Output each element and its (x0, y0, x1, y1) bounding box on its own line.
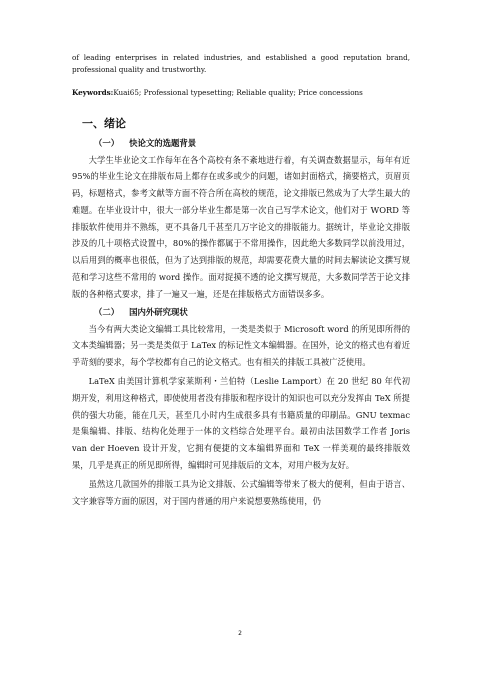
abstract-tail: of leading enterprises in related industries, and established a good reputation brand, professional quality and trustworthy. (72, 53, 410, 74)
keywords-line (72, 87, 410, 99)
research-paragraph-2: LaTeX 由美国计算机学家莱斯利・兰伯特（Leslie Lamport）在 20 世纪 80 年代初期开发，利用这种格式，即使使用者没有排版和程序设计的知识也可以充分发挥由 TeX 所提供的强大功能，能在几天，甚至几小时内生成很多具有书籍质量的印刷品。GNU texmac 是集编辑、排版、结构化处理于一体的文档综合处理平台。最初由法国数学工作者 Joris van der Hoeven 设计开发，它拥有便捷的文本编辑界面和 TeX 一样美观的最终排版效果，几乎是真正的所见即所得，编辑时可见排版后的文本，对用户极为友好。 (72, 376, 410, 471)
subsection-heading-research-status (94, 306, 410, 319)
subsection-heading-background (94, 137, 410, 150)
research-paragraph-1: 当今有两大类论文编辑工具比较常用，一类是类似于 Microsoft word 的所见即所得的文本类编辑器；另一类是类似于 LaTex 的标记性文本编辑器。在国外，论文的格式也有着近乎苛刻的要求，每个学校都有自己的论文格式。也有相关的排版工具被广泛使用。 (72, 323, 410, 368)
subsection-number: （二） (94, 306, 120, 317)
keywords-text: Kuai65; Professional typesetting; Reliable quality; Price concessions (113, 88, 363, 97)
page-number: 2 (238, 630, 242, 637)
research-paragraph-3: 虽然这几款国外的排版工具为论文排版、公式编辑等带来了极大的便利，但由于语言、文字兼容等方面的原因，对于国内普通的用户来说想要熟练使用，仍 (72, 478, 410, 506)
subsection-number: （一） (94, 137, 120, 148)
page-content (72, 52, 410, 509)
section-heading-introduction: 一、绪论 (82, 116, 126, 130)
background-paragraph: 大学生毕业论文工作每年在各个高校有条不紊地进行着，有关调查数据显示，每年有近 95%的毕业生论文在排版布局上都存在或多或少的问题，诸如封面格式，摘要格式，页眉页码，标题格式，参考文献等方面不符合所在高校的规范，论文排版已然成为了大学生最大的难题。在毕业设计中，很大一部分毕业生都是第一次自己写学术论文，他们对于 WORD 等排版软件使用并不熟练，更不具备几千甚至几万字论文的排版能力。据统计，毕业论文排版涉及的几十项格式设置中，80%的操作都属于不常用操作，因此绝大多数同学以前没用过，以后用到的概率也很低，但为了达到排版的规范，却需要花费大量的时间去解读论文撰写规范和学习这些不常用的 word 操作。面对捉摸不透的论文撰写规范，大多数同学苦于论文排版的各种格式要求，排了一遍又一遍，还是在排版格式方面错误多多。 (72, 154, 410, 299)
subsection-title: 国内外研究现状 (129, 306, 188, 317)
subsection-title: 快论文的选题背景 (129, 137, 197, 148)
keywords-label: Keywords: (72, 88, 114, 97)
